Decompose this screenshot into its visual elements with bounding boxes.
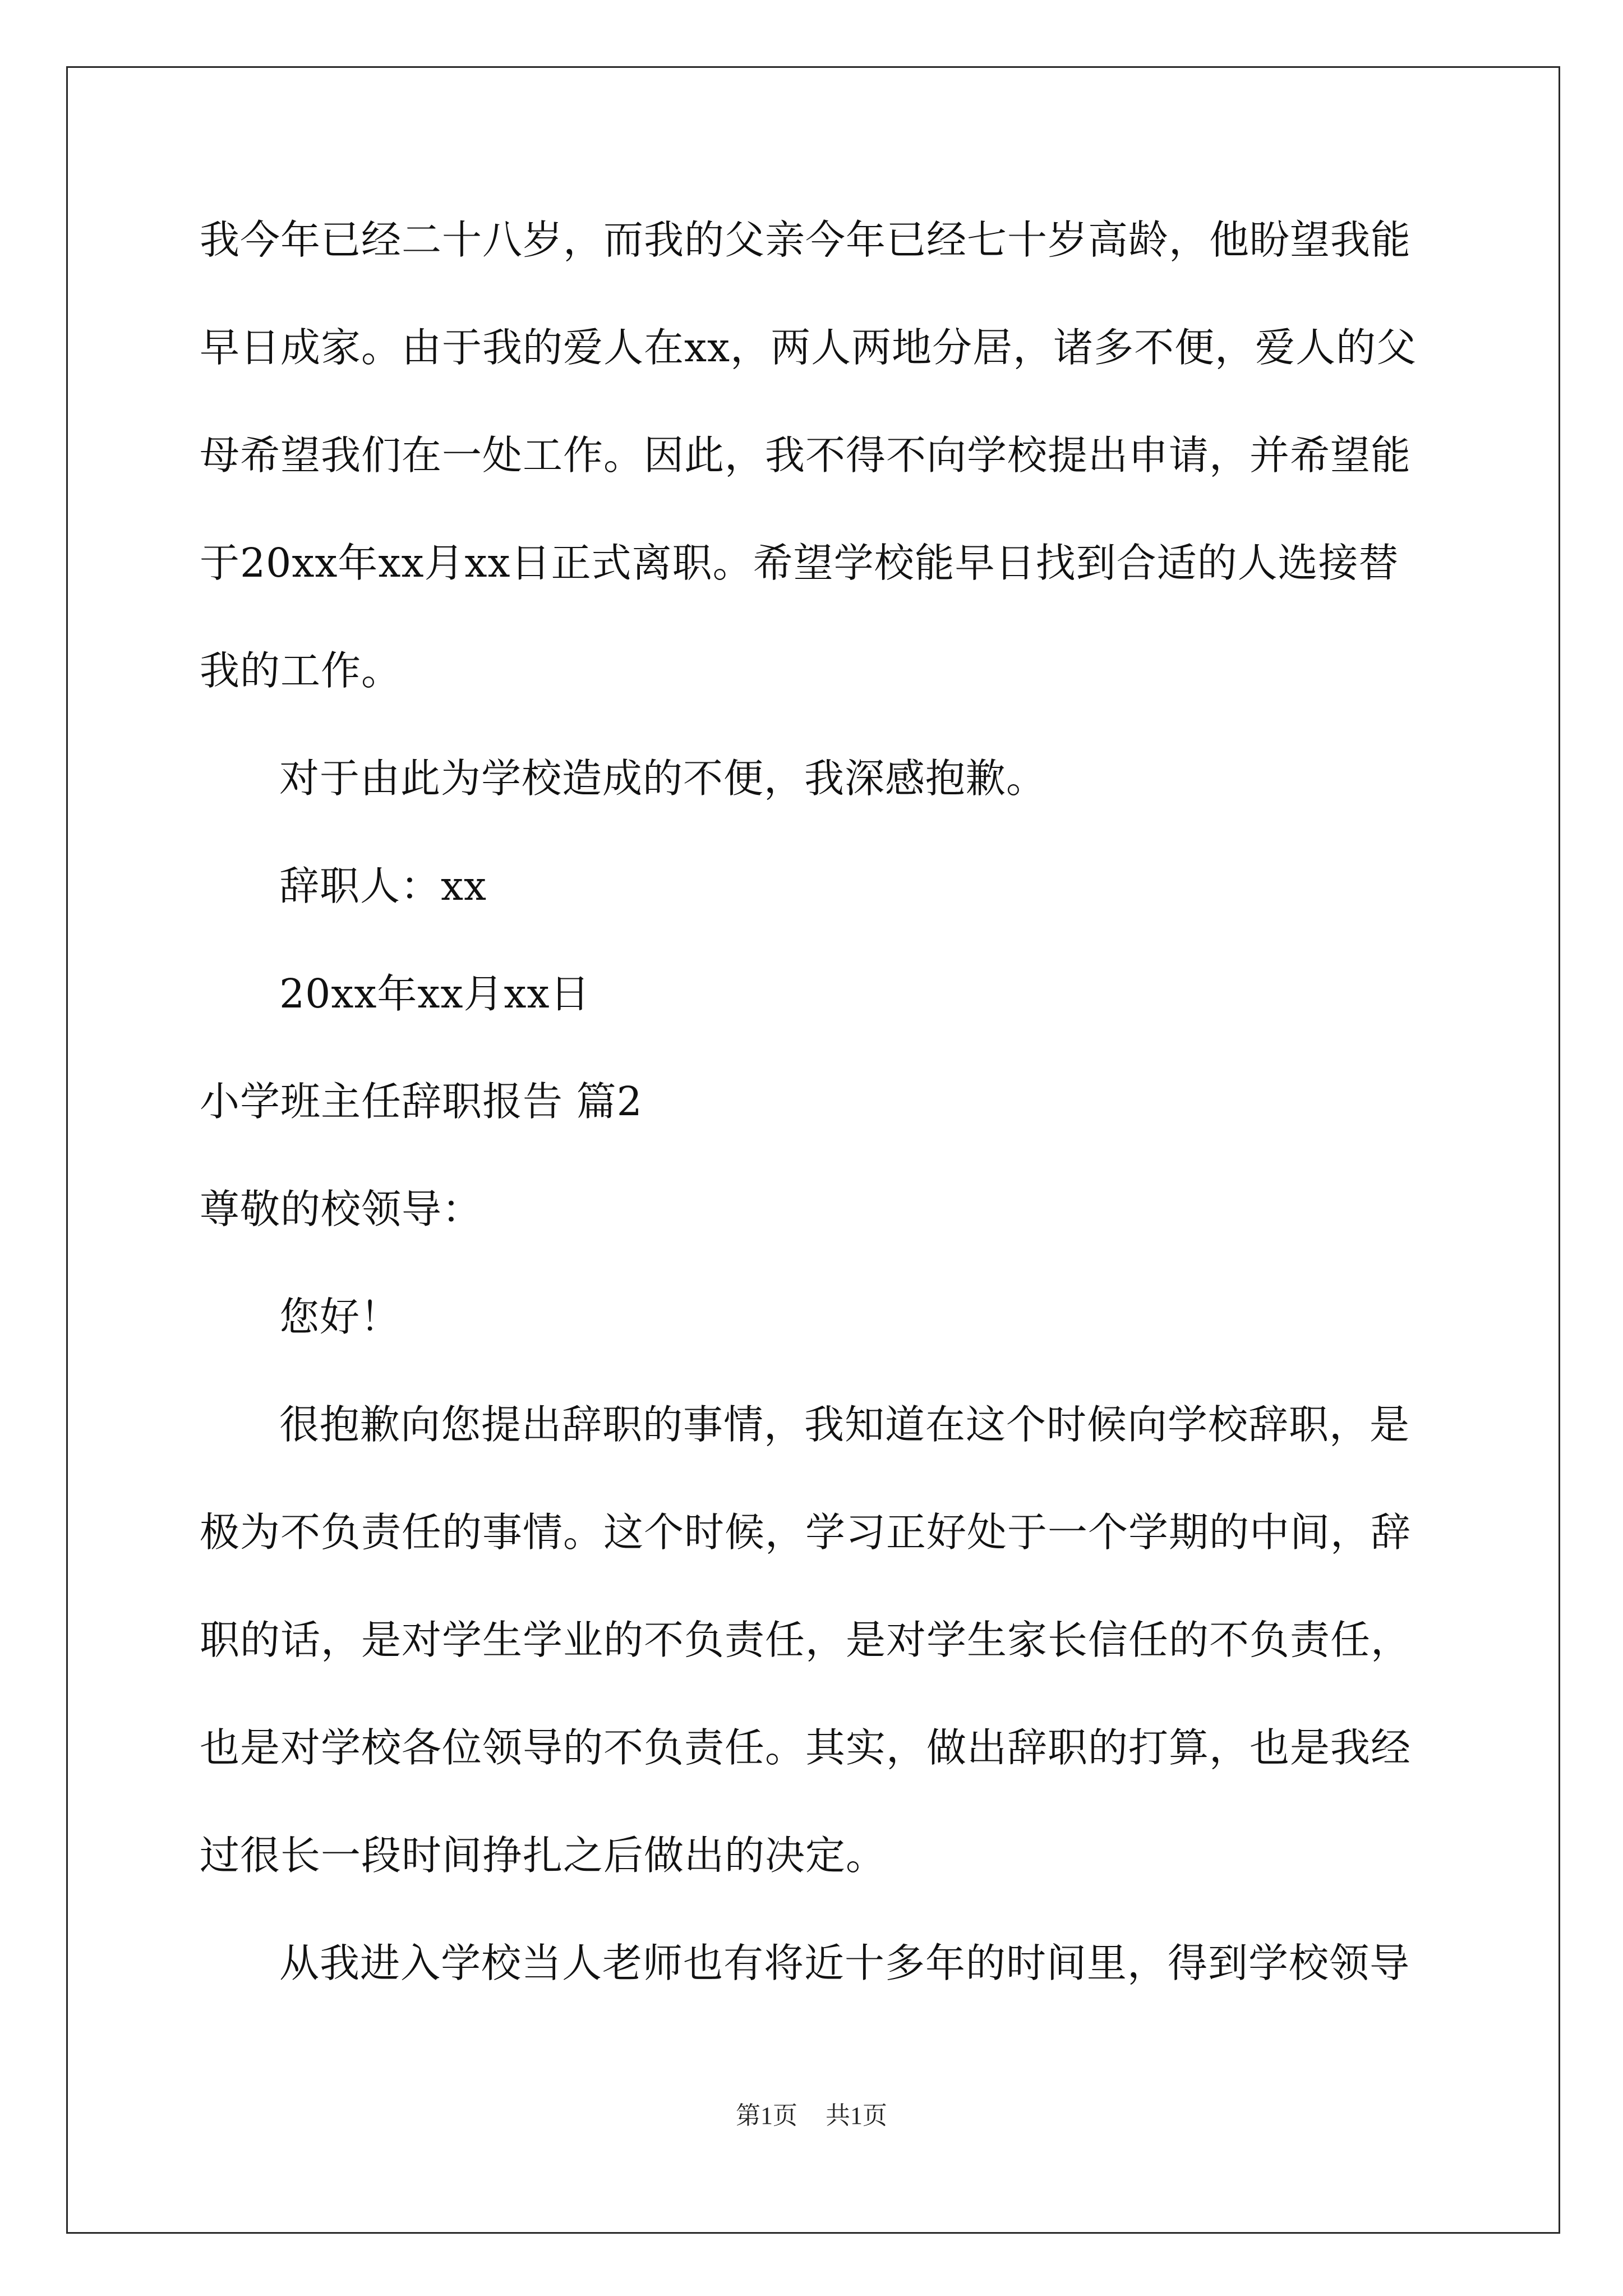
date-line: 20xx年xx月xx日 xyxy=(279,970,591,1017)
paragraph-line: 极为不负责任的事情。这个时候，学习正好处于一个学期的中间，辞 xyxy=(200,1509,1412,1556)
paragraph-line: 对于由此为学校造成的不便，我深感抱歉。 xyxy=(279,755,1047,802)
signature-line: 辞职人：xx xyxy=(279,863,487,909)
paragraph-line: 也是对学校各位领导的不负责任。其实，做出辞职的打算，也是我经 xyxy=(200,1724,1412,1771)
paragraph-line: 早日成家。由于我的爱人在xx，两人两地分居，诸多不便，爱人的父 xyxy=(200,324,1417,371)
paragraph-line: 过很长一段时间挣扎之后做出的决定。 xyxy=(200,1832,887,1879)
paragraph-line: 我的工作。 xyxy=(200,647,402,694)
document-body xyxy=(200,213,1433,2044)
paragraph-line: 我今年已经二十八岁，而我的父亲今年已经七十岁高龄，他盼望我能 xyxy=(200,217,1412,263)
paragraph-line: 职的话，是对学生学业的不负责任，是对学生家长信任的不负责任， xyxy=(200,1617,1412,1663)
salutation: 尊敬的校领导： xyxy=(200,1186,483,1232)
paragraph-line: 母希望我们在一处工作。因此，我不得不向学校提出申请，并希望能 xyxy=(200,432,1412,478)
section-heading: 小学班主任辞职报告 篇2 xyxy=(200,1078,643,1125)
page-footer xyxy=(0,2099,1623,2133)
page-number: 第1页 xyxy=(736,2102,797,2129)
page-total: 共1页 xyxy=(826,2102,887,2129)
paragraph-line: 于20xx年xx月xx日正式离职。希望学校能早日找到合适的人选接替 xyxy=(200,540,1399,586)
paragraph-line: 很抱歉向您提出辞职的事情，我知道在这个时候向学校辞职，是 xyxy=(279,1401,1410,1448)
greeting: 您好！ xyxy=(279,1294,401,1340)
paragraph-line: 从我进入学校当人老师也有将近十多年的时间里，得到学校领导 xyxy=(279,1940,1410,1986)
